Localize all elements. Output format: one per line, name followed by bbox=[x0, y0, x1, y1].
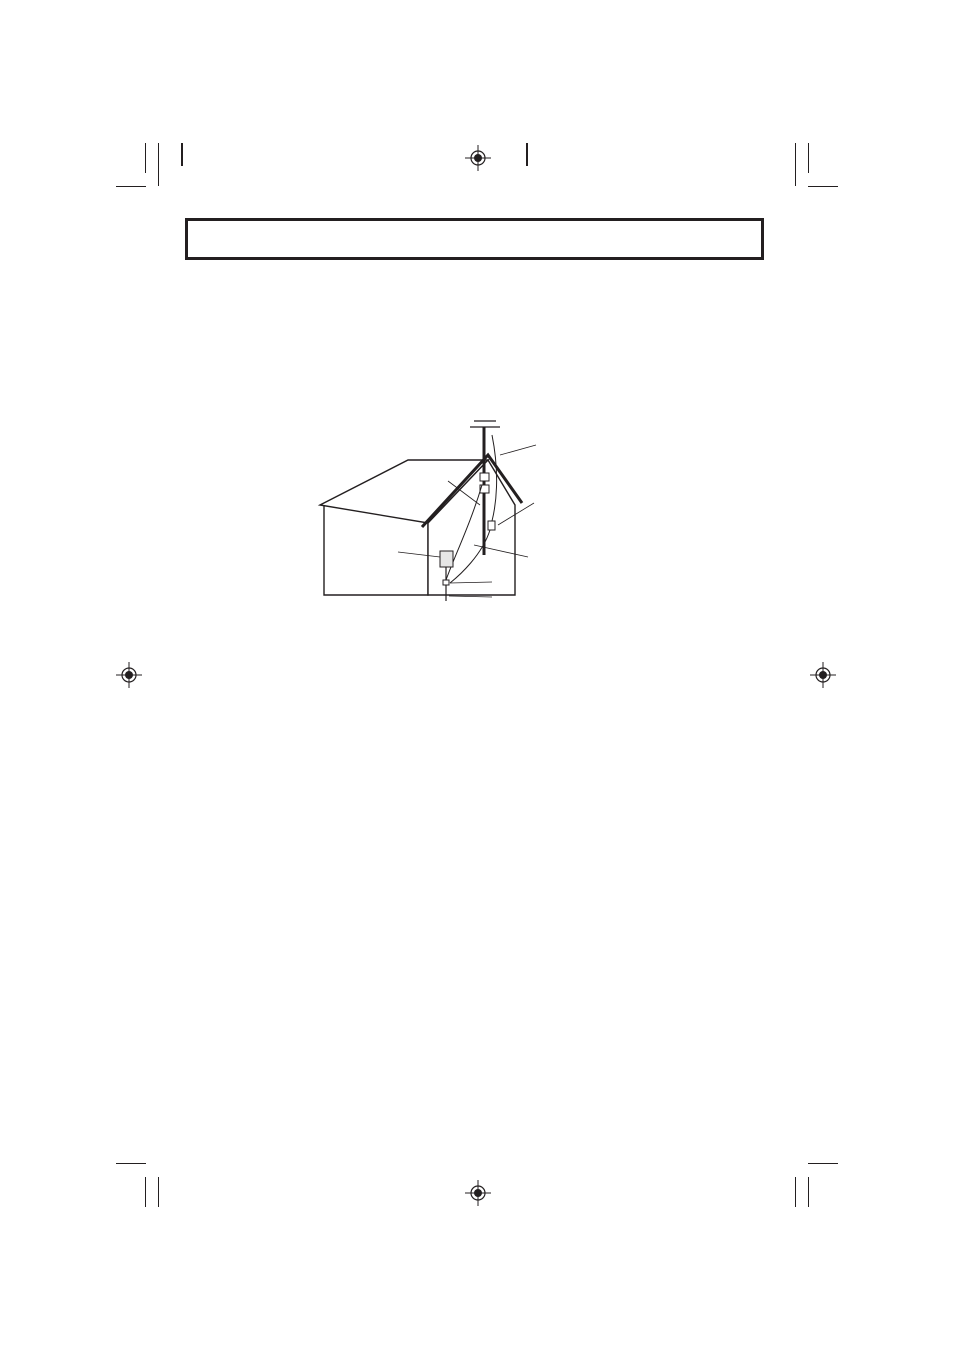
registration-mark-bottom-icon bbox=[465, 1180, 491, 1206]
registration-mark-top-icon bbox=[465, 145, 491, 171]
color-bar bbox=[526, 143, 528, 166]
grayscale-bar bbox=[181, 143, 183, 166]
title-box bbox=[185, 218, 764, 260]
registration-mark-right-icon bbox=[810, 662, 836, 688]
house-illustration bbox=[310, 415, 550, 605]
registration-mark-left-icon bbox=[116, 662, 142, 688]
